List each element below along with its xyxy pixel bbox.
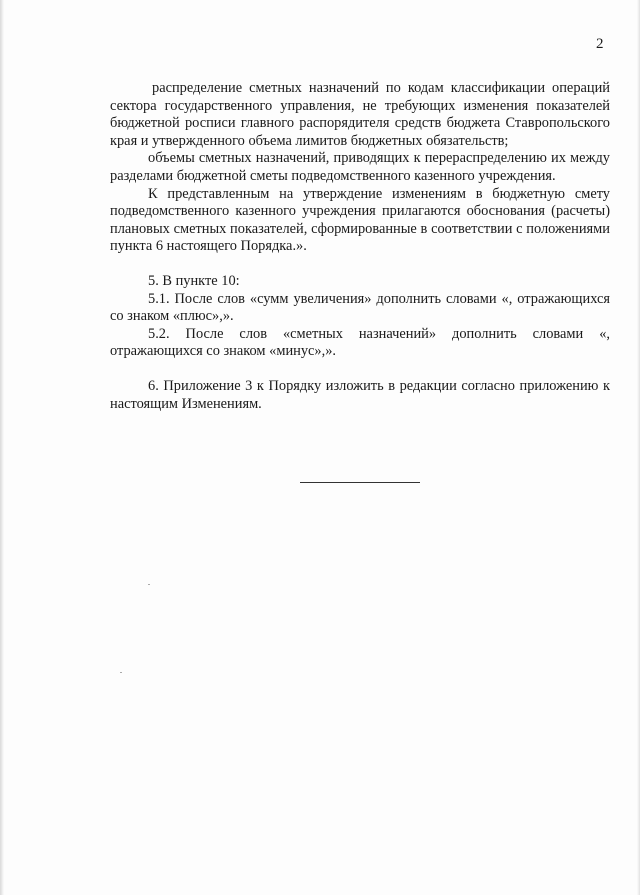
paragraph-gap [110,256,610,273]
paragraph-estimate-distribution: распределение сметных назначений по кодам классификации операций сектора государственного управления, не требующих изменения показателей бюджетной росписи главного распорядителя средств бюджета Ставропольского края и утвержденного объема лимитов бюджетных обязательств; [110,80,610,149]
page-number: 2 [596,36,604,52]
paragraph-estimate-volumes: объемы сметных назначений, приводящих к перераспределению их между разделами бюджетной сметы подведомственного казенного учреждения. [110,150,610,184]
paragraph-item-5-1: 5.1. После слов «сумм увеличения» дополнить словами «, отражающихся со знаком «плюс»,». [110,290,610,325]
paragraph-justifications: К представленным на утверждение изменениям в бюджетную смету подведомственного казенного учреждения прилагаются обоснования (расчеты) плановых сметных показателей, сформированные в соответствии с положениями пункта 6 настоящего Порядка.». [110,185,610,255]
scan-speck [120,672,122,673]
scan-speck [148,584,150,585]
end-separator-line [300,482,420,483]
paragraph-item-5-2: 5.2. После слов «сметных назначений» дополнить словами «, отражающихся со знаком «минус»,». [110,325,610,360]
paragraph-item-6: 6. Приложение 3 к Порядку изложить в редакции согласно приложению к настоящим Изменениям. [110,377,610,412]
document-body [110,80,610,413]
paragraph-gap [110,361,610,378]
scan-edge-left [0,0,4,895]
paragraph-item-5: 5. В пункте 10: [148,272,240,289]
